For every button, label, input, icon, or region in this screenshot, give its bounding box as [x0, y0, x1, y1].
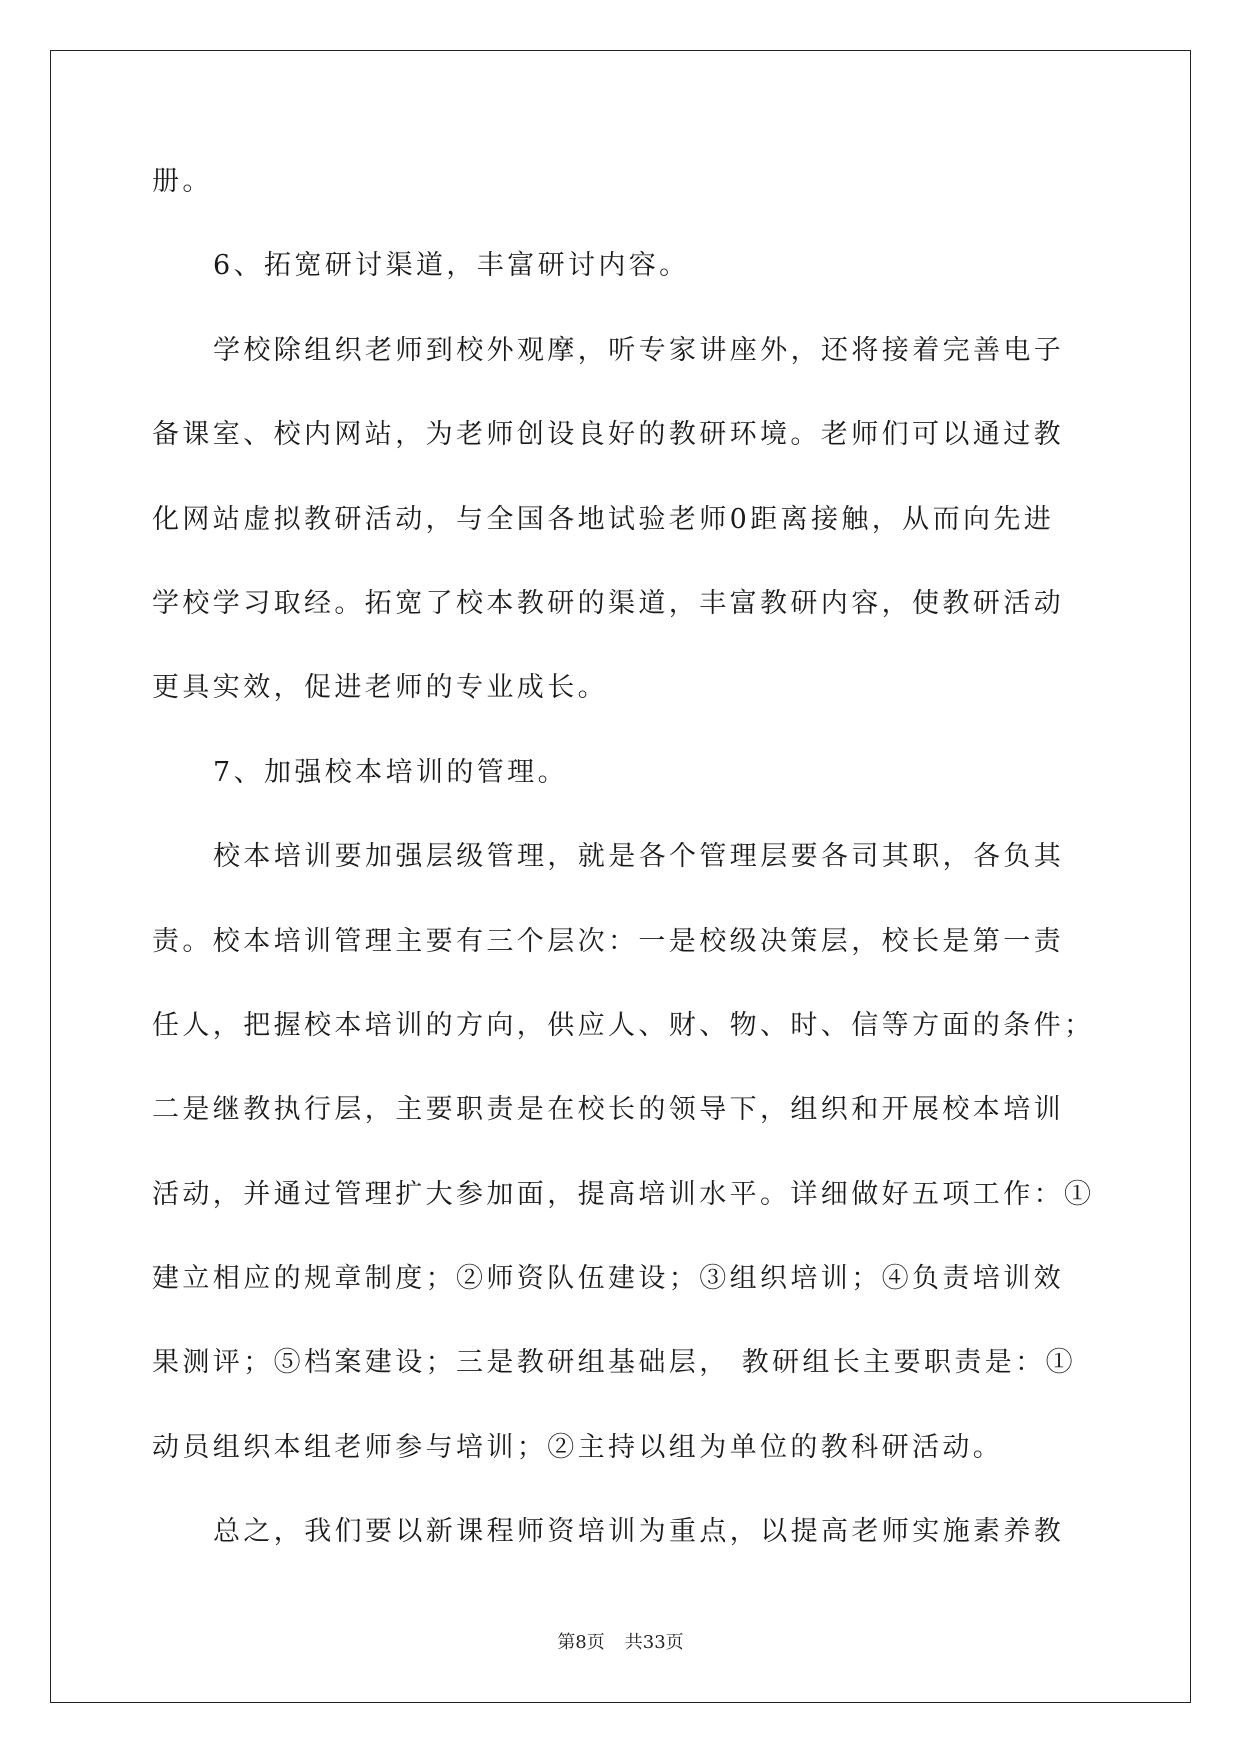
paragraph-line: 活动，并通过管理扩大参加面，提高培训水平。详细做好五项工作：①: [152, 1178, 1095, 1210]
paragraph-line: 二是继教执行层，主要职责是在校长的领导下，组织和开展校本培训: [152, 1094, 1064, 1126]
document-body: [152, 162, 1095, 1597]
paragraph-line: 学校学习取经。拓宽了校本教研的渠道，丰富教研内容，使教研活动: [152, 587, 1064, 619]
paragraph-line: 责。校本培训管理主要有三个层次：一是校级决策层，校长是第一责: [152, 925, 1064, 957]
paragraph-line: 总之，我们要以新课程师资培训为重点，以提高老师实施素养教: [213, 1516, 1065, 1548]
paragraph-line: 建立相应的规章制度；②师资队伍建设；③组织培训；④负责培训效: [152, 1263, 1064, 1295]
page-total: 共33页: [624, 1632, 684, 1653]
paragraph-line: 化网站虚拟教研活动，与全国各地试验老师0距离接触，从而向先进: [152, 503, 1055, 535]
paragraph-line: 果测评；⑤档案建设；三是教研组基础层， 教研组长主要职责是：①: [152, 1347, 1076, 1379]
paragraph-line: 学校除组织老师到校外观摩，听专家讲座外，还将接着完善电子: [213, 334, 1065, 366]
paragraph-line: 更具实效，促进老师的专业成长。: [152, 672, 608, 704]
paragraph-line: 任人，把握校本培训的方向，供应人、财、物、时、信等方面的条件；: [152, 1009, 1095, 1041]
section-heading: 7、加强校本培训的管理。: [213, 756, 568, 788]
page-number: 第8页: [557, 1632, 605, 1653]
section-heading: 6、拓宽研讨渠道，丰富研讨内容。: [213, 250, 690, 282]
text-line: 册。: [152, 166, 213, 197]
paragraph-line: 备课室、校内网站，为老师创设良好的教研环境。老师们可以通过教: [152, 419, 1064, 451]
paragraph-line: 动员组织本组老师参与培训；②主持以组为单位的教科研活动。: [152, 1431, 1004, 1463]
paragraph-line: 校本培训要加强层级管理，就是各个管理层要各司其职，各负其: [213, 841, 1065, 873]
page-footer: [0, 1628, 1241, 1654]
